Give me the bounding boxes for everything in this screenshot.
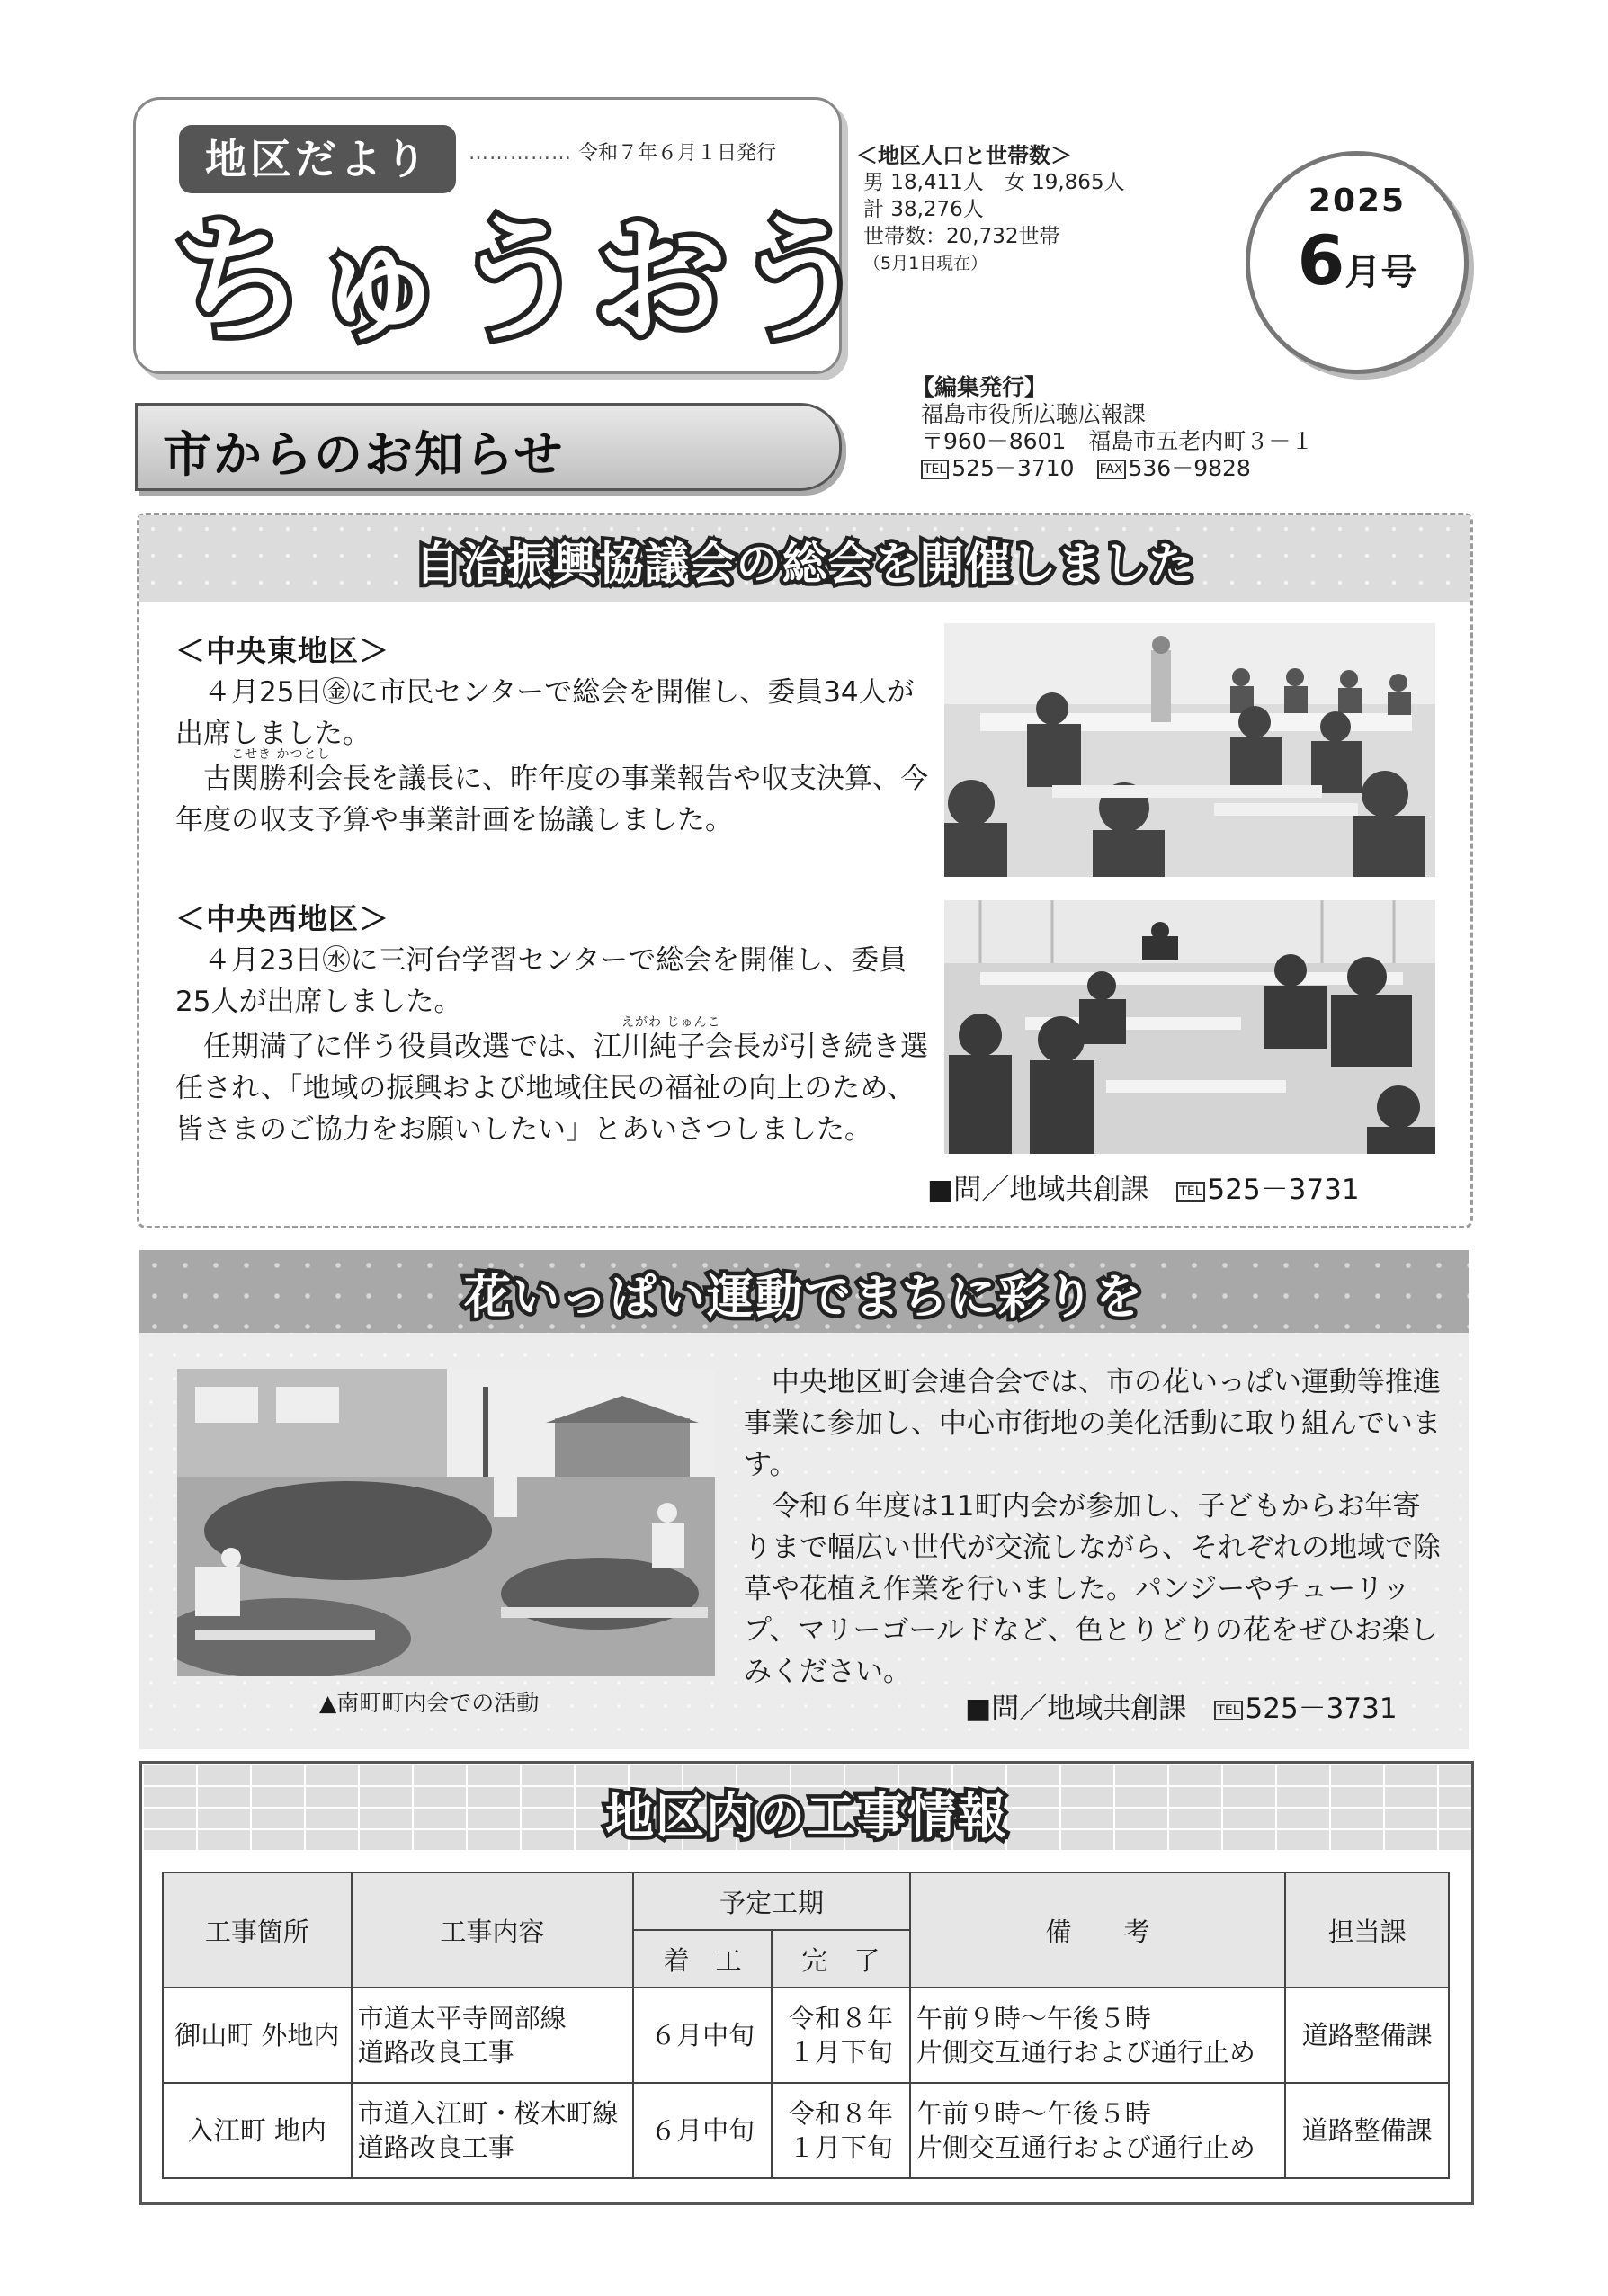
cell-end <box>772 1988 910 2083</box>
population-total: 計 38,276人 <box>863 198 984 221</box>
name-with-ruby <box>203 747 331 795</box>
article-flowers-text <box>744 1362 1445 1693</box>
article-council-band <box>139 515 1470 602</box>
tel-icon: TEL <box>1214 1701 1242 1720</box>
cell-end-line: １月下旬 <box>788 2132 893 2163</box>
name-with-ruby <box>594 1015 721 1063</box>
article-council-title: 自治振興協議会の総会を開催しました <box>415 538 1195 590</box>
ruby-reading: えがわ じゅんこ <box>621 1015 721 1030</box>
cell-start: ６月中旬 <box>633 1988 772 2083</box>
table-row <box>163 2083 1449 2178</box>
editor-address: 〒960－8601 福島市五老内町３－１ <box>921 428 1314 454</box>
east-paragraph-2-rest: 会長を議長に、昨年度の事業報告や収支決算、今年度の収支予算や事業計画を協議しました。 <box>175 763 928 836</box>
chair-name: 江川純子 <box>594 1031 705 1063</box>
east-paragraph-1: ４月25日㊎に市民センターで総会を開催し、委員34人が出席しました。 <box>175 676 915 750</box>
photo-caption: ▲南町町内会での活動 <box>319 1690 540 1716</box>
table-header-row <box>163 1872 1449 1930</box>
west-paragraph-2-rest: 会長が引き続き選任され、「地域の振興および地域住民の福祉の向上のため、皆さまのご協力をお願いしたい」とあいさつしました。 <box>175 1031 928 1146</box>
col-location: 工事箇所 <box>163 1872 352 1988</box>
photo-east-meeting <box>944 623 1435 877</box>
east-paragraph-2 <box>175 747 940 841</box>
editor-tel: 525－3710 <box>951 455 1075 481</box>
cell-remarks-line: 片側交互通行および通行止め <box>916 2132 1255 2163</box>
flowers-paragraph-1: 中央地区町会連合会では、市の花いっぱい運動等推進事業に参加し、中心市街地の美化活動に取り組んでいます。 <box>744 1366 1441 1481</box>
cell-end-line: １月下旬 <box>788 2037 893 2068</box>
photo-flower-activity-image <box>177 1369 715 1676</box>
cell-remarks <box>910 1988 1285 2083</box>
construction-band <box>142 1764 1471 1852</box>
cell-content-line: 道路改良工事 <box>357 2132 514 2163</box>
cell-content <box>352 2083 634 2178</box>
cell-end <box>772 2083 910 2178</box>
cell-location: 入江町 地内 <box>163 2083 352 2178</box>
section-heading <box>135 403 842 491</box>
cell-content <box>352 1988 634 2083</box>
west-district-heading: ＜中央西地区＞ <box>175 901 389 936</box>
construction-info <box>139 1761 1474 2205</box>
col-remarks: 備 考 <box>910 1872 1285 1988</box>
editor-title: 【編集発行】 <box>912 374 1048 400</box>
cell-dept: 道路整備課 <box>1285 1988 1449 2083</box>
population-gender: 男 18,411人 女 19,865人 <box>863 171 1125 194</box>
issue-dots: …………… <box>469 142 572 165</box>
cell-remarks-line: 午前９時～午後５時 <box>916 2003 1151 2033</box>
photo-east-meeting-image <box>944 623 1435 877</box>
cell-remarks <box>910 2083 1285 2178</box>
population-info <box>856 142 1125 277</box>
badge-month <box>1250 220 1464 300</box>
masthead <box>133 97 874 374</box>
cell-dept: 道路整備課 <box>1285 2083 1449 2178</box>
contact-label: ■問／地域共創課 <box>927 1174 1177 1206</box>
cell-content-line: 市道太平寺岡部線 <box>357 2003 567 2033</box>
west-paragraph-2-pre: 任期満了に伴う役員改選では、 <box>203 1031 594 1063</box>
chair-name: 古関勝利 <box>203 763 315 795</box>
editor-fax: 536－9828 <box>1128 455 1251 481</box>
flowers-paragraph-2: 令和６年度は11町内会が参加し、子どもからお年寄りまで幅広い世代が交流しながら、それぞれの地域で除草や花植え作業を行いました。パンジーやチューリップ、マリーゴールドなど、色とりどりの花をぜひお楽しみください。 <box>744 1490 1441 1688</box>
section-heading-text: 市からのお知らせ <box>163 426 565 483</box>
issue-date <box>469 138 776 165</box>
editor-phone <box>921 455 1313 482</box>
tel-icon: TEL <box>1176 1182 1204 1202</box>
article-council-contact <box>927 1166 1360 1207</box>
cell-remarks-line: 片側交互通行および通行止め <box>916 2037 1255 2068</box>
cell-end-line: 令和８年 <box>788 2003 893 2033</box>
cell-content-line: 道路改良工事 <box>357 2037 514 2068</box>
west-paragraph-1: ４月23日㊌に三河台学習センターで総会を開催し、委員25人が出席しました。 <box>175 944 907 1018</box>
col-period: 予定工期 <box>633 1872 910 1930</box>
article-flowers <box>139 1250 1469 1749</box>
masthead-label: 地区だより <box>179 125 456 193</box>
contact-tel: 525－3731 <box>1207 1174 1360 1206</box>
cell-remarks-line: 午前９時～午後５時 <box>916 2098 1151 2129</box>
construction-table <box>162 1872 1450 2179</box>
population-title: ＜地区人口と世帯数＞ <box>856 143 1072 168</box>
issue-date-text: 令和７年６月１日発行 <box>578 142 777 165</box>
issue-badge <box>1246 151 1469 374</box>
east-district-heading: ＜中央東地区＞ <box>175 633 389 668</box>
contact-label: ■問／地域共創課 <box>965 1693 1215 1725</box>
contact-tel: 525－3731 <box>1245 1693 1398 1725</box>
article-flowers-title: 花いっぱい運動でまちに彩りを <box>463 1271 1144 1325</box>
masthead-title: ちゅうおう <box>172 203 874 360</box>
ruby-reading: こせき かつとし <box>231 747 331 762</box>
col-end: 完 了 <box>772 1930 910 1988</box>
article-council <box>137 513 1473 1228</box>
cell-end-line: 令和８年 <box>788 2098 893 2129</box>
cell-location: 御山町 外地内 <box>163 1988 352 2083</box>
col-start: 着 工 <box>633 1930 772 1988</box>
photo-west-meeting <box>944 900 1435 1154</box>
article-council-text <box>175 630 1048 1150</box>
table-row <box>163 1988 1449 2083</box>
cell-content-line: 市道入江町・桜木町線 <box>357 2098 619 2129</box>
badge-month-suffix: 月号 <box>1344 252 1417 293</box>
west-paragraph-2 <box>175 1015 940 1150</box>
editor-info <box>912 374 1314 482</box>
editor-office: 福島市役所広聴広報課 <box>921 401 1147 427</box>
household-count: 世帯数：20,732世帯 <box>863 225 1060 248</box>
article-flowers-contact <box>965 1685 1398 1726</box>
article-flowers-band <box>139 1250 1469 1333</box>
col-dept: 担当課 <box>1285 1872 1449 1988</box>
badge-year: 2025 <box>1308 183 1407 219</box>
badge-month-number: 6 <box>1297 220 1345 300</box>
population-date: （5月1日現在） <box>863 254 988 273</box>
tel-icon: TEL <box>921 460 949 479</box>
cell-start: ６月中旬 <box>633 2083 772 2178</box>
fax-icon: FAX <box>1097 460 1126 479</box>
photo-west-meeting-image <box>944 900 1435 1154</box>
construction-title: 地区内の工事情報 <box>605 1788 1008 1845</box>
photo-flower-activity <box>177 1369 715 1676</box>
col-content: 工事内容 <box>352 1872 634 1988</box>
